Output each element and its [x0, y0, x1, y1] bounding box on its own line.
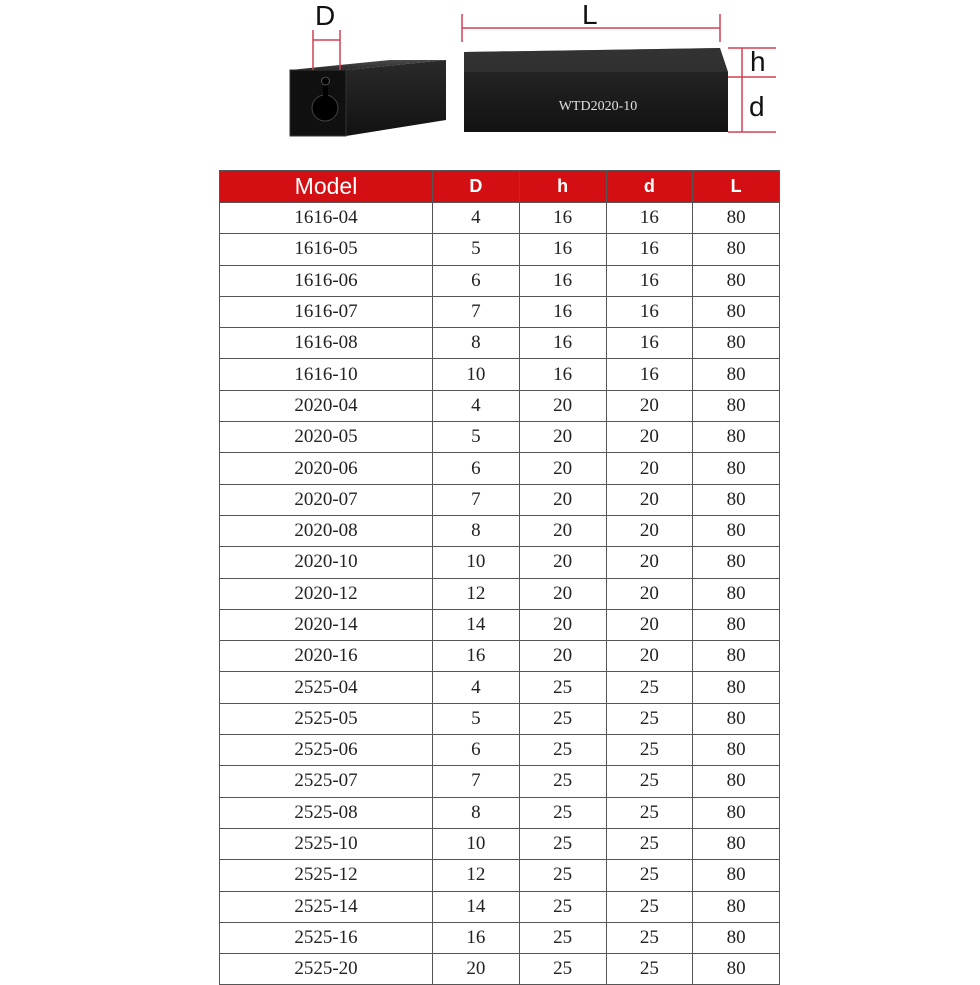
cell-D: 10	[433, 547, 520, 578]
cell-L: 80	[693, 766, 780, 797]
cell-model: 2020-10	[220, 547, 433, 578]
cell-d: 25	[606, 672, 693, 703]
table-row	[220, 609, 780, 640]
cell-D: 7	[433, 484, 520, 515]
table-row	[220, 453, 780, 484]
cell-d: 20	[606, 515, 693, 546]
table-body	[220, 203, 780, 985]
end-view-holder	[290, 60, 446, 136]
cell-model: 2020-04	[220, 390, 433, 421]
cell-L: 80	[693, 703, 780, 734]
cell-d: 20	[606, 390, 693, 421]
cell-L: 80	[693, 641, 780, 672]
table-row	[220, 672, 780, 703]
tool-marking-text: WTD2020-10	[558, 99, 638, 114]
cell-h: 25	[519, 703, 606, 734]
cell-L: 80	[693, 547, 780, 578]
cell-model: 2525-14	[220, 891, 433, 922]
cell-D: 5	[433, 703, 520, 734]
cell-L: 80	[693, 422, 780, 453]
table-row	[220, 296, 780, 327]
cell-model: 2020-16	[220, 641, 433, 672]
cell-h: 25	[519, 891, 606, 922]
cell-d: 20	[606, 547, 693, 578]
table-row	[220, 703, 780, 734]
cell-d: 25	[606, 828, 693, 859]
cell-d: 25	[606, 954, 693, 985]
cell-D: 10	[433, 359, 520, 390]
dimension-lines-D	[313, 30, 340, 70]
table-row	[220, 578, 780, 609]
dimension-lines-h-d	[728, 48, 776, 132]
cell-model: 1616-05	[220, 234, 433, 265]
cell-L: 80	[693, 735, 780, 766]
cell-D: 6	[433, 265, 520, 296]
cell-D: 8	[433, 328, 520, 359]
cell-D: 12	[433, 860, 520, 891]
table-row	[220, 797, 780, 828]
cell-d: 20	[606, 422, 693, 453]
cell-model: 2020-08	[220, 515, 433, 546]
cell-h: 20	[519, 641, 606, 672]
table-row	[220, 203, 780, 234]
column-header-model: Model	[220, 171, 433, 203]
cell-h: 16	[519, 328, 606, 359]
table-row	[220, 390, 780, 421]
cell-L: 80	[693, 359, 780, 390]
cell-L: 80	[693, 609, 780, 640]
cell-h: 20	[519, 515, 606, 546]
cell-L: 80	[693, 265, 780, 296]
cell-model: 2525-05	[220, 703, 433, 734]
cell-h: 25	[519, 922, 606, 953]
table-row	[220, 422, 780, 453]
cell-d: 16	[606, 296, 693, 327]
cell-model: 2525-20	[220, 954, 433, 985]
cell-D: 8	[433, 515, 520, 546]
cell-D: 4	[433, 672, 520, 703]
cell-model: 2525-08	[220, 797, 433, 828]
cell-d: 20	[606, 641, 693, 672]
cell-h: 25	[519, 735, 606, 766]
cell-h: 20	[519, 390, 606, 421]
table-row	[220, 547, 780, 578]
cell-h: 25	[519, 672, 606, 703]
table-row	[220, 265, 780, 296]
cell-D: 20	[433, 954, 520, 985]
cell-D: 8	[433, 797, 520, 828]
cell-L: 80	[693, 860, 780, 891]
cell-L: 80	[693, 453, 780, 484]
cell-D: 5	[433, 234, 520, 265]
cell-L: 80	[693, 390, 780, 421]
table-row	[220, 860, 780, 891]
table-row	[220, 735, 780, 766]
cell-h: 16	[519, 359, 606, 390]
cell-h: 20	[519, 422, 606, 453]
cell-D: 12	[433, 578, 520, 609]
cell-model: 2525-06	[220, 735, 433, 766]
cell-model: 1616-04	[220, 203, 433, 234]
cell-model: 2020-07	[220, 484, 433, 515]
table-row	[220, 641, 780, 672]
cell-h: 25	[519, 797, 606, 828]
column-header-h: h	[519, 171, 606, 203]
cell-D: 6	[433, 453, 520, 484]
cell-h: 20	[519, 547, 606, 578]
cell-D: 7	[433, 766, 520, 797]
cell-model: 1616-07	[220, 296, 433, 327]
cell-L: 80	[693, 954, 780, 985]
cell-L: 80	[693, 922, 780, 953]
cell-d: 16	[606, 328, 693, 359]
cell-L: 80	[693, 296, 780, 327]
column-header-D: D	[433, 171, 520, 203]
cell-h: 16	[519, 265, 606, 296]
cell-D: 7	[433, 296, 520, 327]
dimension-label-L: L	[582, 0, 598, 30]
cell-D: 16	[433, 922, 520, 953]
cell-L: 80	[693, 672, 780, 703]
table-row	[220, 515, 780, 546]
dimension-label-h: h	[750, 46, 766, 77]
cell-L: 80	[693, 234, 780, 265]
holder-top-bevel	[464, 48, 728, 72]
dimension-label-D: D	[315, 0, 336, 31]
cell-L: 80	[693, 828, 780, 859]
cell-d: 20	[606, 453, 693, 484]
cell-model: 2525-10	[220, 828, 433, 859]
dimension-lines-L	[462, 14, 720, 42]
cell-d: 25	[606, 891, 693, 922]
cell-L: 80	[693, 203, 780, 234]
cell-D: 4	[433, 203, 520, 234]
tool-holder-diagram	[0, 0, 980, 160]
cell-d: 25	[606, 797, 693, 828]
cell-h: 20	[519, 578, 606, 609]
cell-h: 25	[519, 828, 606, 859]
cell-D: 14	[433, 891, 520, 922]
cell-D: 6	[433, 735, 520, 766]
cell-L: 80	[693, 515, 780, 546]
cell-h: 25	[519, 954, 606, 985]
cell-d: 25	[606, 860, 693, 891]
cell-d: 20	[606, 609, 693, 640]
cell-h: 20	[519, 453, 606, 484]
cell-d: 20	[606, 578, 693, 609]
cell-model: 2020-12	[220, 578, 433, 609]
cell-model: 1616-06	[220, 265, 433, 296]
table-row	[220, 766, 780, 797]
cell-d: 25	[606, 735, 693, 766]
cell-D: 10	[433, 828, 520, 859]
cell-L: 80	[693, 328, 780, 359]
cell-L: 80	[693, 797, 780, 828]
cell-h: 20	[519, 609, 606, 640]
table-row	[220, 954, 780, 985]
cell-d: 16	[606, 359, 693, 390]
table-row	[220, 328, 780, 359]
cell-L: 80	[693, 891, 780, 922]
table-row	[220, 359, 780, 390]
spec-table	[219, 170, 780, 985]
cell-model: 1616-08	[220, 328, 433, 359]
table-row	[220, 234, 780, 265]
cell-d: 16	[606, 203, 693, 234]
cell-d: 20	[606, 484, 693, 515]
table-row	[220, 828, 780, 859]
cell-model: 2020-05	[220, 422, 433, 453]
cell-D: 4	[433, 390, 520, 421]
cell-d: 16	[606, 234, 693, 265]
cell-h: 20	[519, 484, 606, 515]
table-row	[220, 891, 780, 922]
cell-h: 16	[519, 234, 606, 265]
cell-L: 80	[693, 484, 780, 515]
cell-D: 16	[433, 641, 520, 672]
cell-h: 16	[519, 296, 606, 327]
dimension-label-small-d: d	[749, 91, 765, 122]
cell-d: 25	[606, 766, 693, 797]
cell-d: 25	[606, 922, 693, 953]
cell-model: 2525-04	[220, 672, 433, 703]
cell-model: 2020-14	[220, 609, 433, 640]
cell-D: 5	[433, 422, 520, 453]
cell-L: 80	[693, 578, 780, 609]
cell-h: 25	[519, 766, 606, 797]
cell-D: 14	[433, 609, 520, 640]
cell-model: 2020-06	[220, 453, 433, 484]
cell-h: 25	[519, 860, 606, 891]
cell-model: 2525-07	[220, 766, 433, 797]
cell-h: 16	[519, 203, 606, 234]
cell-d: 25	[606, 703, 693, 734]
column-header-L: L	[693, 171, 780, 203]
cell-model: 2525-16	[220, 922, 433, 953]
column-header-d: d	[606, 171, 693, 203]
bore-hole	[312, 95, 338, 121]
table-header-row	[220, 171, 780, 203]
screw-hole	[322, 77, 330, 85]
side-view-holder	[464, 48, 728, 132]
cell-model: 2525-12	[220, 860, 433, 891]
cell-model: 1616-10	[220, 359, 433, 390]
table-row	[220, 922, 780, 953]
cell-d: 16	[606, 265, 693, 296]
table-row	[220, 484, 780, 515]
